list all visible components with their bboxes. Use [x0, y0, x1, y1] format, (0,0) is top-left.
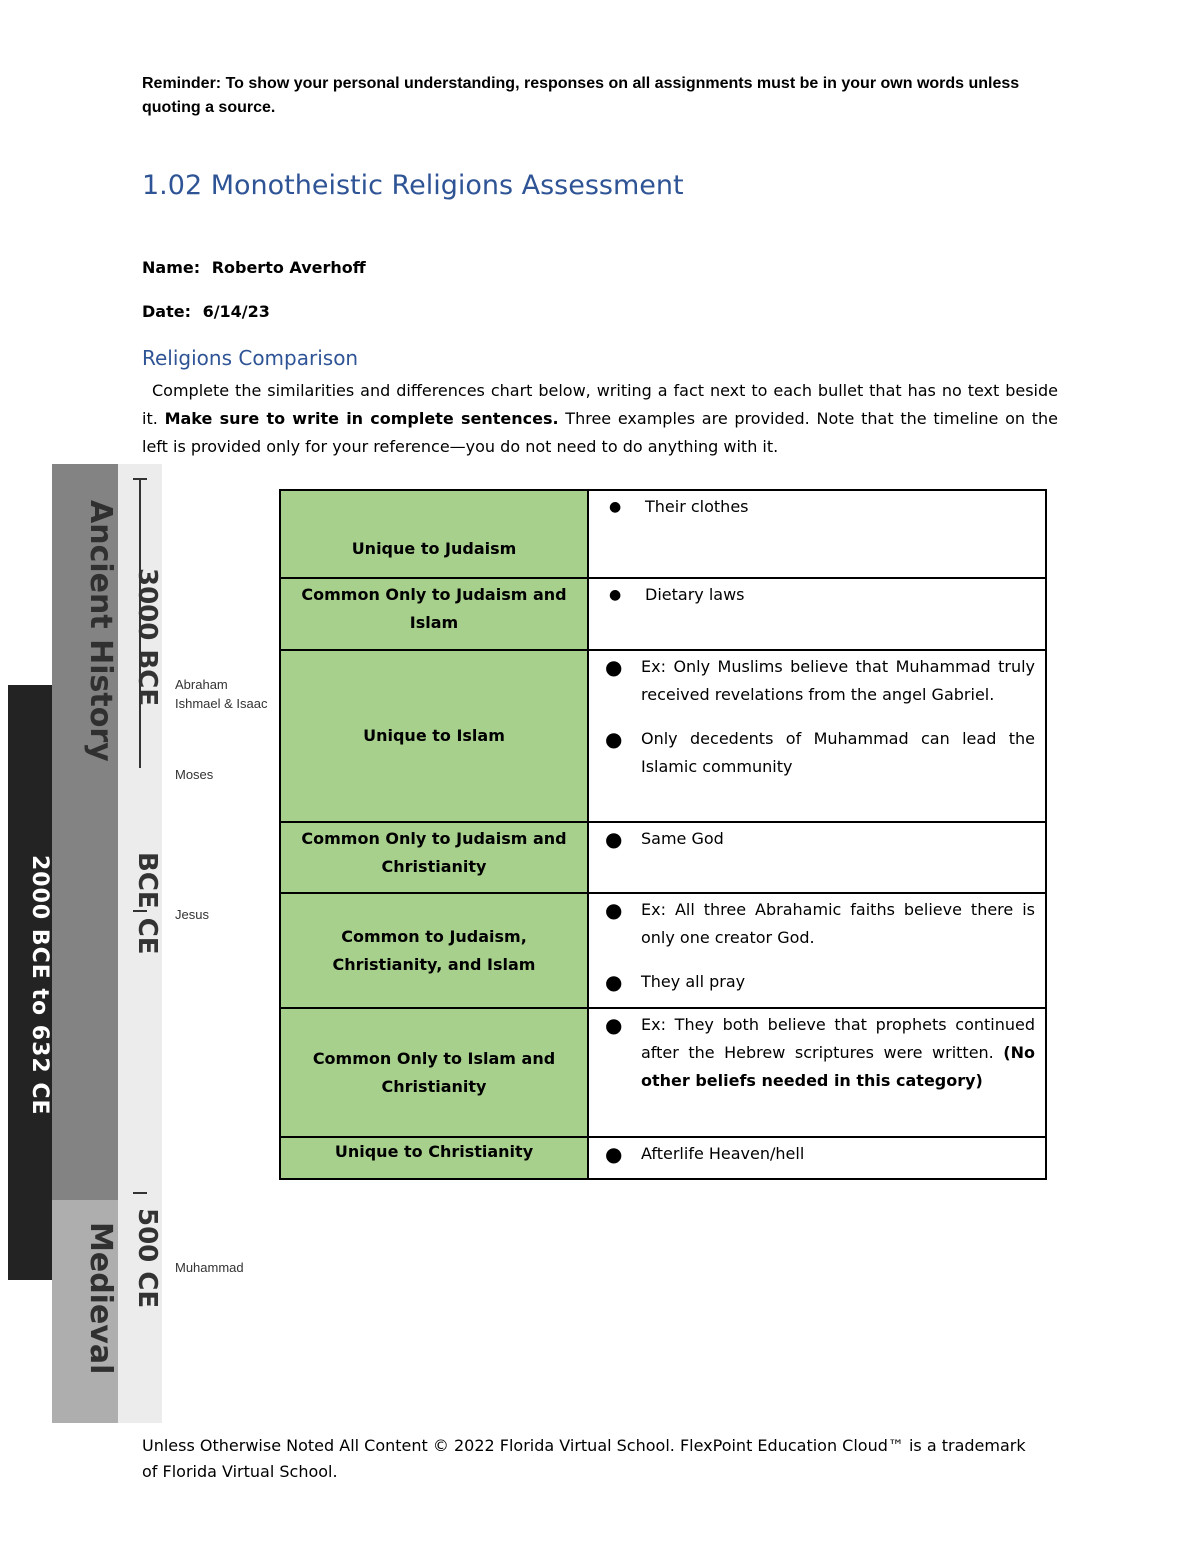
timeline-event-jesus: Jesus — [175, 907, 209, 922]
name-value: Roberto Averhoff — [211, 258, 366, 277]
table-row — [280, 578, 1046, 650]
instructions-bold: Make sure to write in complete sentences. — [164, 409, 559, 428]
bullet-icon: ● — [605, 1013, 623, 1037]
timeline-medieval-label: Medieval — [83, 1222, 118, 1375]
list-item: ● Ex: They both believe that prophets continued after the Hebrew scriptures were written. (No other beliefs needed in this category) — [605, 1013, 1035, 1090]
facts-cell[interactable] — [588, 1008, 1046, 1137]
bullet-icon: ● — [605, 970, 623, 994]
category-cell: Common to Judaism, Christianity, and Islam — [280, 893, 588, 1008]
facts-cell[interactable] — [588, 578, 1046, 650]
timeline-event-ishmael-isaac: Ishmael & Isaac — [175, 696, 268, 711]
list-item: ● Ex: All three Abrahamic faiths believe there is only one creator God. — [605, 898, 1035, 947]
page-title: 1.02 Monotheistic Religions Assessment — [142, 170, 684, 201]
list-item: ● Their clothes — [603, 493, 1035, 521]
timeline-event-abraham: Abraham — [175, 677, 228, 692]
bullet-icon: ● — [609, 587, 622, 603]
list-item: ● They all pray — [605, 970, 746, 994]
instructions-part2: Three examples are provided. Note that the timeline on the left is provided only for your reference—you do not need to do anything with it. — [142, 409, 1059, 456]
table-row — [280, 1137, 1046, 1179]
category-cell: Common Only to Judaism and Islam — [280, 578, 588, 650]
list-item: ● Dietary laws — [603, 581, 1035, 609]
bullet-icon: ● — [609, 499, 622, 515]
date-field — [142, 302, 270, 321]
timeline-span-label: 2000 BCE to 632 CE — [27, 854, 52, 1116]
reminder-note: Reminder: To show your personal understanding, responses on all assignments must be in your own words unless quoting a source. — [142, 75, 1020, 116]
name-field — [142, 258, 366, 277]
section-heading: Religions Comparison — [142, 346, 359, 370]
list-item: ● Ex: Only Muslims believe that Muhammad truly received revelations from the angel Gabriel. — [605, 655, 1035, 704]
timeline-tick — [133, 478, 147, 480]
facts-cell[interactable] — [588, 822, 1046, 893]
category-cell: Common Only to Islam and Christianity — [280, 1008, 588, 1137]
list-item: ● Afterlife Heaven/hell — [605, 1142, 805, 1166]
category-cell: Unique to Judaism — [280, 490, 588, 578]
instructions-part1: Complete the similarities and differences chart below, writing a fact next to each bullet that has no text beside it. — [142, 381, 1058, 428]
table-row — [280, 1008, 1046, 1137]
timeline-year-bce-ce: BCE CE — [132, 852, 162, 955]
timeline-year-3000bce: 3000 BCE — [132, 568, 162, 707]
facts-cell[interactable] — [588, 1137, 1046, 1179]
facts-cell[interactable] — [588, 490, 1046, 578]
table-row — [280, 893, 1046, 1008]
facts-cell[interactable] — [588, 650, 1046, 822]
date-label: Date: — [142, 302, 191, 321]
timeline-event-muhammad: Muhammad — [175, 1260, 244, 1275]
bullet-icon: ● — [605, 898, 623, 922]
comparison-table — [279, 489, 1047, 1180]
instructions — [142, 377, 1058, 461]
name-label: Name: — [142, 258, 201, 277]
table-row — [280, 822, 1046, 893]
table-row — [280, 650, 1046, 822]
category-cell: Unique to Christianity — [280, 1137, 588, 1179]
timeline-ancient-label: Ancient History — [83, 500, 118, 762]
facts-cell[interactable] — [588, 893, 1046, 1008]
bullet-icon: ● — [605, 1142, 623, 1166]
bullet-icon: ● — [605, 827, 623, 851]
category-cell: Unique to Islam — [280, 650, 588, 822]
bullet-icon: ● — [605, 655, 623, 679]
timeline-event-moses: Moses — [175, 767, 214, 782]
list-item: ● Only decedents of Muhammad can lead the Islamic community — [605, 727, 1035, 776]
bullet-icon: ● — [605, 727, 623, 751]
category-cell: Common Only to Judaism and Christianity — [280, 822, 588, 893]
list-item: ● Same God — [605, 827, 724, 851]
date-value: 6/14/23 — [202, 302, 270, 321]
footer-copyright: Unless Otherwise Noted All Content © 2022 Florida Virtual School. FlexPoint Education Cloud™ is a trademark of Florida Virtual School. — [142, 1436, 1026, 1481]
timeline-year-500ce: 500 CE — [132, 1208, 162, 1309]
timeline-tick — [133, 1192, 147, 1194]
table-row — [280, 490, 1046, 578]
